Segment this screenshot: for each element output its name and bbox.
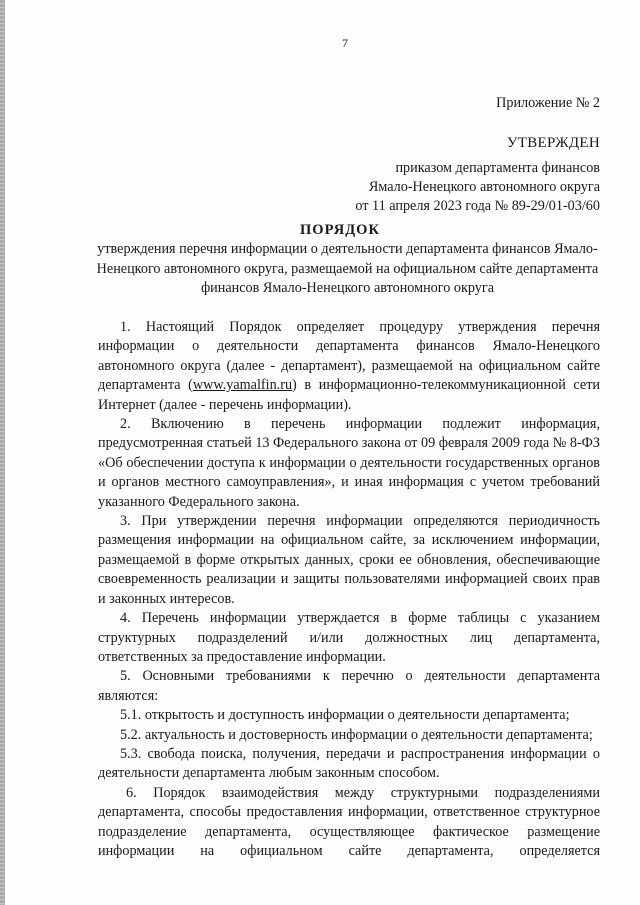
paragraph-1: 1. Настоящий Порядок определяет процедуру утверждения перечня информации о деятельности департамента финансов Ямало-Ненецкого автономного округа (далее - департамент), размещаемой на официальном сайте департамента (www.yamalfin.ru) в информационно-телекоммуникационной сети Интернет (далее - перечень информации).	[98, 319, 600, 413]
approved-heading: УТВЕРЖДЕН	[506, 135, 600, 151]
document-title: ПОРЯДОК	[300, 222, 380, 238]
approval-line: Ямало-Ненецкого автономного округа	[368, 179, 600, 195]
paragraph-4: 4. Перечень информации утверждается в форме таблицы с указанием структурных подразделений и/или должностных лиц департамента, ответственных за предоставление информации.	[98, 610, 600, 665]
scan-edge	[0, 0, 5, 905]
paragraph-6: 6. Порядок взаимодействия между структурными подразделениями департамента, способы предоставления информации, ответственное структурное подразделение департамента, осуществляющее фактическое размещение информации на официальном сайте департамента, определяется	[98, 784, 600, 859]
paragraph-5-3: 5.3. свобода поиска, получения, передачи и распространения информации о деятельности департамента любым законным способом.	[98, 745, 600, 782]
approval-line: приказом департамента финансов	[395, 160, 600, 176]
approval-line: от 11 апреля 2023 года № 89-29/01-03/60	[355, 198, 600, 214]
page-number: 7	[342, 36, 348, 50]
document-subtitle: утверждения перечня информации о деятельности департамента финансов Ямало-Ненецкого автономного округа, размещаемой на официальном сайте департамента финансов Ямало-Ненецкого автономного округа	[96, 241, 599, 296]
appendix-label: Приложение № 2	[496, 95, 600, 111]
paragraph-3: 3. При утверждении перечня информации определяются периодичность размещения информации на официальном сайте, за исключением информации, размещаемой в форме открытых данных, сроки ее обновления, обеспечивающие своевременность реализации и защиты пользователями информацией своих прав и законных интересов.	[98, 513, 600, 607]
paragraph-5-1: 5.1. открытость и доступность информации о деятельности департамента;	[120, 707, 570, 724]
paragraph-2: 2. Включению в перечень информации подлежит информация, предусмотренная статьей 13 Федерального закона от 09 февраля 2009 года № 8-ФЗ «Об обеспечении доступа к информации о деятельности государственных органов и органов местного самоуправления», и иная информация с учетом требований указанного Федерального закона.	[98, 416, 600, 510]
website-link[interactable]: www.yamalfin.ru	[192, 377, 293, 394]
paragraph-5: 5. Основными требованиями к перечню о деятельности департамента являются:	[98, 668, 600, 704]
paragraph-5-2: 5.2. актуальность и достоверность информации о деятельности департамента;	[120, 726, 593, 743]
approval-block	[355, 134, 600, 216]
document-body	[98, 318, 600, 861]
